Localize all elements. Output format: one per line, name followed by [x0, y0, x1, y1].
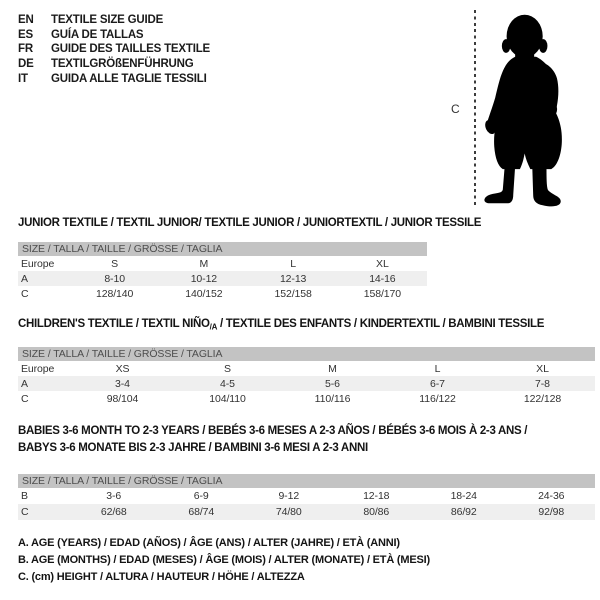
table-cell: 10-12 [190, 272, 218, 285]
table-row [18, 488, 595, 504]
size-header-band: SIZE / TALLA / TAILLE / GRÖSSE / TAGLIA [18, 242, 427, 256]
table-cell: 80/86 [363, 506, 390, 518]
language-row-it [18, 71, 210, 86]
table-row [18, 361, 595, 376]
language-title: TEXTILE SIZE GUIDE [51, 14, 164, 27]
row-label: A [21, 272, 28, 285]
language-title: TEXTILGRÖßENFÜHRUNG [51, 58, 194, 71]
table-cell: 3-4 [115, 377, 130, 390]
table-cell: 9-12 [278, 490, 300, 502]
babies-size-table [18, 474, 595, 520]
table-row [18, 256, 427, 271]
footnote-a: A. AGE (YEARS) / EDAD (AÑOS) / ÂGE (ANS) / ALTER (JAHRE) / ETÀ (ANNI) [18, 537, 400, 549]
language-code: FR [18, 43, 33, 56]
table-cell: 92/98 [538, 506, 565, 518]
row-label: Europe [21, 257, 55, 270]
table-cell: L [290, 257, 296, 270]
language-code: IT [18, 72, 28, 85]
row-label: C [21, 506, 29, 518]
babies-title-line1: BABIES 3-6 MONTH TO 2-3 YEARS / BEBÉS 3-6 MESES A 2-3 AÑOS / BÉBÉS 3-6 MOIS À 2-3 ANS / [18, 425, 528, 437]
table-cell: S [224, 362, 231, 375]
children-title-subscript: /A [209, 322, 218, 332]
table-cell: 74/80 [275, 506, 302, 518]
table-cell: 86/92 [450, 506, 477, 518]
table-cell: 8-10 [104, 272, 125, 285]
table-cell: 14-16 [369, 272, 396, 285]
table-cell: XL [376, 257, 389, 270]
table-cell: 7-8 [535, 377, 550, 390]
size-header-band: SIZE / TALLA / TAILLE / GRÖSSE / TAGLIA [18, 474, 595, 488]
row-label: B [21, 490, 28, 502]
footnote-b: B. AGE (MONTHS) / EDAD (MESES) / ÂGE (MOIS) / ALTER (MONATE) / ETÀ (MESI) [18, 554, 430, 567]
table-cell: 5-6 [325, 377, 340, 390]
table-cell: 62/68 [100, 506, 127, 518]
table-row [18, 376, 595, 391]
children-title-text: CHILDREN'S TEXTILE / TEXTIL NIÑO [18, 318, 210, 330]
row-label: C [21, 392, 29, 405]
language-code: EN [18, 14, 34, 27]
table-cell: 6-7 [430, 377, 445, 390]
table-cell: 152/158 [274, 287, 312, 300]
table-cell: 116/122 [419, 392, 456, 405]
children-title-text: / TEXTILE DES ENFANTS / KINDERTEXTIL / BAMBINI TESSILE [217, 318, 545, 330]
junior-size-table [18, 242, 427, 301]
children-section-title [18, 318, 544, 334]
table-row [18, 391, 595, 406]
table-cell: M [199, 257, 209, 270]
table-cell: 4-5 [220, 377, 235, 390]
table-cell: L [434, 362, 441, 375]
table-row [18, 286, 427, 301]
table-cell: 68/74 [188, 506, 215, 518]
table-cell: 128/140 [95, 287, 134, 300]
table-cell: 3-6 [106, 490, 122, 502]
table-cell: S [111, 257, 119, 270]
language-code: DE [18, 58, 34, 71]
table-cell: 140/152 [185, 287, 223, 300]
table-cell: 104/110 [209, 392, 246, 405]
size-header-band: SIZE / TALLA / TAILLE / GRÖSSE / TAGLIA [18, 347, 595, 361]
table-cell: 24-36 [538, 490, 565, 502]
table-cell: M [328, 362, 337, 375]
table-cell: XL [536, 362, 549, 375]
height-measure-dashed-line [474, 10, 476, 205]
children-size-table [18, 347, 595, 406]
table-row [18, 271, 427, 286]
babies-section-title [18, 423, 527, 456]
language-row-de [18, 57, 210, 72]
footnote-legend [18, 535, 430, 587]
table-cell: 158/170 [363, 287, 401, 300]
table-cell: 18-24 [450, 490, 477, 502]
table-cell: 110/116 [314, 392, 351, 405]
language-row-es [18, 28, 210, 43]
row-label: Europe [21, 362, 55, 375]
row-label: A [21, 377, 28, 390]
language-title: GUÍA DE TALLAS [51, 28, 144, 41]
baby-silhouette-icon [480, 4, 594, 214]
footnote-c: C. (cm) HEIGHT / ALTURA / HAUTEUR / HÖHE / ALTEZZA [18, 571, 305, 584]
junior-section-title: JUNIOR TEXTILE / TEXTIL JUNIOR/ TEXTILE JUNIOR / JUNIORTEXTIL / JUNIOR TESSILE [18, 217, 482, 229]
language-title: GUIDA ALLE TAGLIE TESSILI [51, 72, 207, 85]
language-title-list [18, 13, 210, 86]
language-row-fr [18, 42, 210, 57]
row-label: C [21, 287, 29, 300]
language-code: ES [18, 28, 33, 41]
height-measure-label: C [451, 102, 460, 116]
table-cell: XS [115, 362, 130, 375]
language-row-en [18, 13, 210, 28]
table-cell: 6-9 [193, 490, 209, 502]
table-cell: 98/104 [106, 392, 139, 405]
babies-title-line2: BABYS 3-6 MONATE BIS 2-3 JAHRE / BAMBINI 3-6 MESI A 2-3 ANNI [18, 441, 368, 454]
table-cell: 12-13 [279, 272, 307, 285]
table-row [18, 504, 595, 520]
table-cell: 12-18 [363, 490, 390, 502]
table-cell: 122/128 [523, 392, 562, 405]
language-title: GUIDE DES TAILLES TEXTILE [51, 43, 210, 56]
